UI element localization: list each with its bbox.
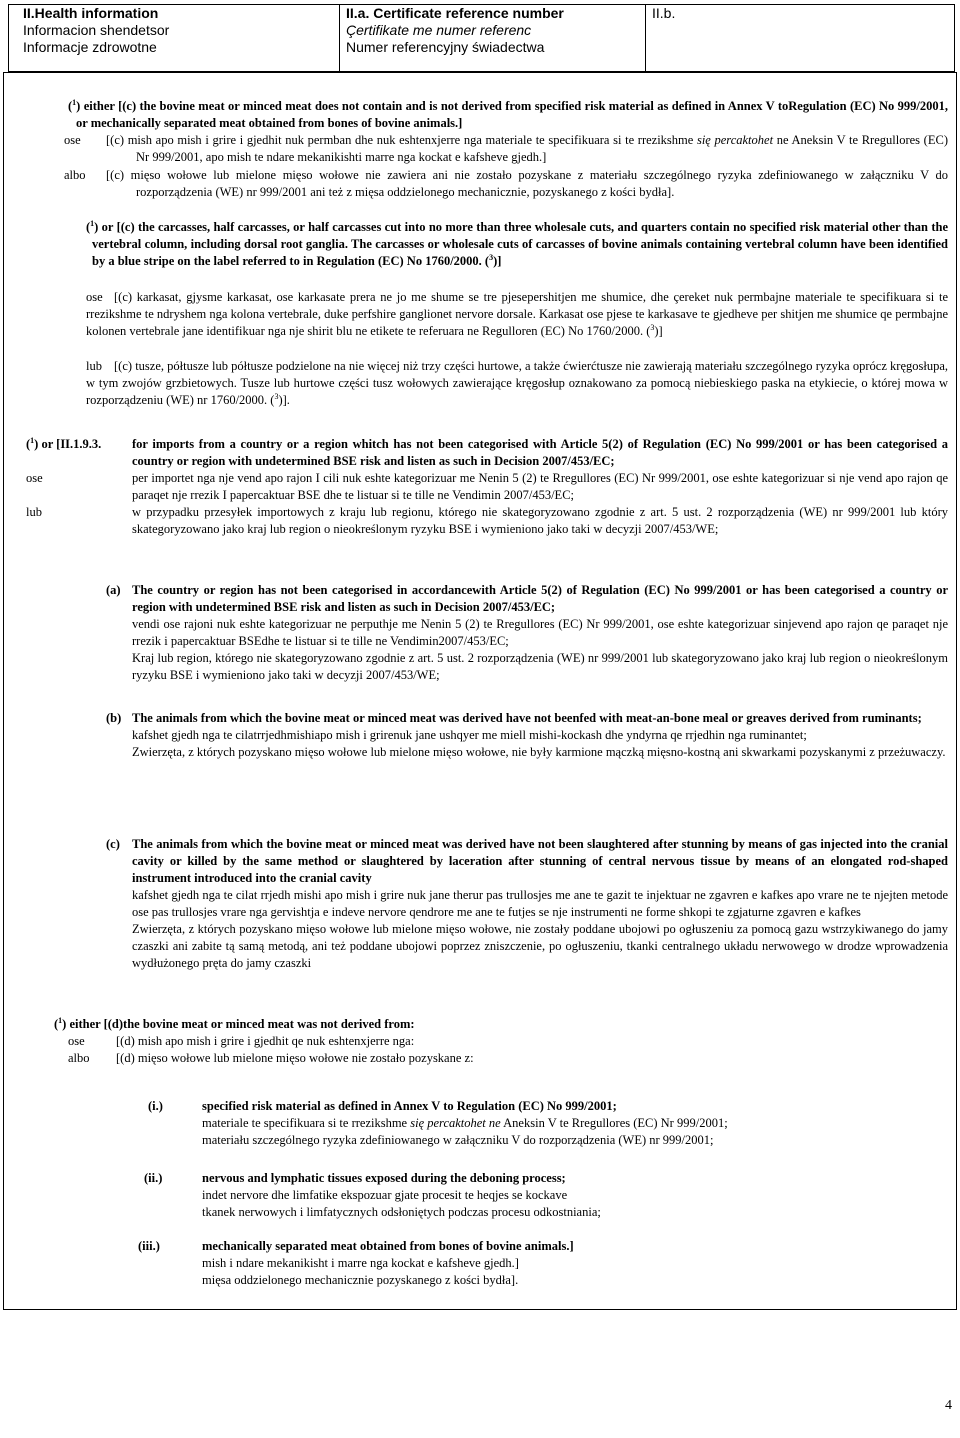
ref-number-pl: Numer referencyjny świadectwa (346, 39, 545, 55)
section-iib-cell (645, 5, 960, 71)
ref-number-sq: Çertifikate me numer referenc (346, 22, 532, 38)
footnote-ref: 1 (72, 97, 77, 107)
item-i-en: specified risk material as defined in Annex V to Regulation (EC) No 999/2001; (202, 1099, 617, 1113)
item-ii-sq: indet nervore dhe limfatike ekspozuar gjate procesit te heqjes se kockave (202, 1188, 568, 1202)
ose-label: ose (86, 290, 103, 304)
section1-lead: ($^1$) either [(c) the bovine meat or minced meat does not contain and is not derived from specified risk material as defined in Annex V toRegulation (EC) No 999/2001, or mechanically separated meat obtained from bones of bovine animals.] (68, 97, 948, 130)
section3-lub-text: w przypadku przesyłek importowych z kraju lub regionu, którego nie skategoryzowano zgodnie z art. 5 ust. 2 rozporządzenia (WE) nr 999/2001 lub który skategoryzowano jako kraj lub region o nieokreślonym ryzyku BSE i wymieniono jako taki w decyzji 2007/453/WE; (132, 505, 948, 536)
item-a-label: (a) (106, 583, 121, 597)
item-a-sq: vendi ose rajoni nuk eshte kategorizuar ne perputhje me Nenin 5 (2) te Rregullores (EC) Nr 999/2001, ose eshte kategorizuar sinjevend apo rajon qe paraqet nje rrezik i papercaktuar BSEdhe te listuar si te tille ne Vendimin2007/453/EC; (132, 617, 948, 648)
item-b-en: The animals from which the bovine meat or minced meat was derived have not beenfed with meat-an-bone meal or greaves derived from ruminants; (132, 711, 922, 725)
section3-lead-text: for imports from a country or a region whitch has not been categorised with Article 5(2) of Regulation (EC) No 999/2001 or has been categorised a country or region with undetermined BSE risk and listen as such in Decision 2007/453/EC; (132, 437, 948, 468)
ose-label: ose (68, 1034, 85, 1048)
health-information-cell (23, 5, 343, 71)
item-ii-block (202, 1170, 948, 1221)
albo-label: albo (64, 168, 86, 182)
albo-label: albo (68, 1051, 90, 1065)
health-info-sq: Informacion shendetsor (23, 22, 170, 38)
item-a-en: The country or region has not been categorised in accordancewith Article 5(2) of Regulation (EC) No 999/2001 or has been categorised a country or region with undetermined BSE risk and listen as such in Decision 2007/453/EC; (132, 583, 948, 614)
health-info-pl: Informacje zdrowotne (23, 39, 157, 55)
item-b-sq: kafshet gjedh nga te cilatrrjedhmishiapo mish i grirenuk jane ushqyer me miell mishi-kockash dhe yndyrna qe rrjedhin nga ruminantet; (132, 728, 807, 742)
section3-lead: ($^1$) or [II.1.9.3. for imports from a country or a region whitch has not been categorised with Article 5(2) of Regulation (EC) No 999/2001 or has been categorised a country or region with undetermined BSE risk and listen as such in Decision 2007/453/EC; (26, 435, 948, 468)
section3-ose-text: per importet nga nje vend apo rajon I cili nuk eshte kategorizuar me Nenin 5 (2) te Rregullores (EC) Nr 999/2001, ose eshte kategorizuar si nje vend apo rajon qe paraqet nje rrezik I papercaktuar BSE dhe te listuar si te tille ne Vendimin 2007/453/EC; (132, 471, 948, 502)
item-ii-en: nervous and lymphatic tissues exposed during the deboning process; (202, 1171, 566, 1185)
item-ii-label: (ii.) (144, 1171, 163, 1185)
item-a-pl: Kraj lub region, którego nie skategoryzowano zgodnie z art. 5 ust. 2 rozporządzenia (WE) nr 999/2001 lub skategoryzowano jako kraj lub region o nieokreślonym ryzyku BSE i wymieniono jako taki w decyzji 2007/453/WE; (132, 651, 948, 682)
ref-number-title: II.a. Certificate reference number (346, 5, 564, 21)
section-d-albo-text: [(d) mięso wołowe lub mielone mięso wołowe nie zostało pozyskane z: (116, 1051, 474, 1065)
item-b-block (132, 710, 948, 761)
item-c-label: (c) (106, 837, 120, 851)
section2-lub-text: [(c) tusze, półtusze lub półtusze podzielone na nie więcej niż trzy części hurtowe, a także ćwierćtusze nie zawierają materiału szczególnego ryzyka oprócz kręgosłupa, w tym zwojów grzbietowych. Tusze lub hurtowe części tusz wołowych zawierające kręgosłup oznakowano za pomocą niebieskiego paska na etykiecie, o której mowa w rozporządzeniu (WE) nr 1760/2000. ($^3$)]. (86, 359, 948, 407)
ose-label: ose (26, 471, 43, 485)
item-i-label: (i.) (148, 1099, 163, 1113)
lub-label: lub (86, 359, 102, 373)
section-d-lead: ($^1$) either [(d)the bovine meat or minced meat was not derived from: (54, 1015, 415, 1031)
footnote-ref: 1 (90, 218, 95, 228)
item-i-sq: materiale te specifikuara si te rrezikshme się percaktohet ne Aneksin V te Rregullores (EC) Nr 999/2001; (202, 1116, 728, 1130)
item-b-pl: Zwierzęta, z których pozyskano mięso wołowe lub mielone mięso wołowe, nie były karmione mączką mięsno-kostną ani skwarkami pozyskanymi z przeżuwaczy. (132, 745, 946, 759)
item-a-block (132, 582, 948, 684)
section1-ose-text: [(c) mish apo mish i grire i gjedhit nuk permban dhe nuk eshtenxjerre nga materiale te specifikuara si te rrezikshme się percaktohet ne Aneksin V te Rregullores (EC) Nr 999/2001, apo mish te ndare mekanikishti marre nga kockat e kafsheve gjedh.] (106, 133, 948, 164)
item-i-pl: materiału szczególnego ryzyka zdefiniowanego w załączniku V do rozporządzenia (WE) nr 999/2001; (202, 1133, 714, 1147)
page-number: 4 (945, 1398, 952, 1413)
lub-label: lub (26, 505, 42, 519)
health-info-title: II.Health information (23, 5, 159, 21)
item-iii-block (202, 1238, 948, 1289)
item-c-pl: Zwierzęta, z których pozyskano mięso wołowe lub mielone mięso wołowe, nie zostały poddane ubojowi po ogłuszeniu za pomocą gazu wstrzykiwanego do jamy czaszki ani zabite tą samą metodą, ani też poddane ubojowi poprzez zniszczenie, po ogłuszeniu, tkanki centralnego układu nerwowego w drodze wprowadzenia wydłużonego pręta do jamy czaszki (132, 922, 948, 970)
item-c-block (132, 836, 948, 972)
section-d-ose-text: [(d) mish apo mish i grire i gjedhit qe nuk eshtenxjerre nga: (116, 1034, 415, 1048)
section1-lead-text: ) either [(c) the bovine meat or minced meat does not contain and is not derived from specified risk material as defined in Annex V toRegulation (EC) No 999/2001, or mechanically separated meat obtained from bones of bovine animals.] (76, 99, 948, 130)
item-i-block (202, 1098, 948, 1149)
section-iib-label: II.b. (652, 5, 676, 21)
item-c-en: The animals from which the bovine meat or minced meat was derived have not been slaughtered after stunning by means of gas injected into the cranial cavity or killed by the same method or slaughtered by laceration after stunning of central nervous tissue by means of an elongated rod-shaped instrument introduced into the cranial cavity (132, 837, 948, 885)
certificate-header (8, 4, 955, 72)
ose-label: ose (64, 133, 81, 147)
item-iii-sq: mish i ndare mekanikisht i marre nga kockat e kafsheve gjedh.] (202, 1256, 519, 1270)
item-iii-en: mechanically separated meat obtained from bones of bovine animals.] (202, 1239, 574, 1253)
item-c-sq: kafshet gjedh nga te cilat rrjedh mishi apo mish i grire nuk jane therur pas trullosjes me ane te gazit te injektuar ne zgavren e kafkes apo vrare ne te njejten metode ose pas trullosjes vrare nga gervishtja e indeve nervore qendrore me ane te futjes se nje instrumenti ne forme shkopi te zgjaturne zgavren e kafkes (132, 888, 948, 919)
reference-number-cell (339, 5, 646, 71)
section2-lead: ($^1$) or [(c) the carcasses, half carcasses, or half carcasses cut into no more than three wholesale cuts, and quarters contain no specified risk material other than the vertebral column, including dorsal root ganglia. The carcasses or wholesale cuts of carcasses of bovine animals containing vertebral column have been identified by a blue stripe on the label referred to in Regulation (EC) No 1760/2000. ($^3$)] (86, 218, 948, 268)
item-iii-pl: mięsa oddzielonego mechanicznie pozyskanego z kości bydła]. (202, 1273, 519, 1287)
section1-albo-text: [(c) mięso wołowe lub mielone mięso wołowe nie zawiera ani nie zostało pozyskane z materiału szczególnego ryzyka zdefiniowanego w załączniku V do rozporządzenia (WE) nr 999/2001 ani też z mięsa oddzielonego mechanicznie, pozyskanego z kości bydła]. (106, 168, 948, 199)
section2-ose-text: [(c) karkasat, gjysme karkasat, ose karkasate prera ne jo me shume se tre pjesepershitjen me shumice, dhe çereket nuk permbajne materiale te specifikuara si te rrezikshme te ndryshem nga kolona vertebrale, duke perfshire ganglionet nervore dorsale. Karkasat ose pjese te karkasave te gjedheve per shitjen me shumice qe permbajne kolonen vertebrale jane identifikuar nga nje shirit blu ne etikete te referuara ne Regulloren (EC) No 1760/2000. ($^3$)] (86, 290, 948, 338)
item-b-label: (b) (106, 711, 122, 725)
item-ii-pl: tkanek nerwowych i limfatycznych odsłoniętych podczas procesu odkostniania; (202, 1205, 601, 1219)
item-iii-label: (iii.) (138, 1239, 160, 1253)
